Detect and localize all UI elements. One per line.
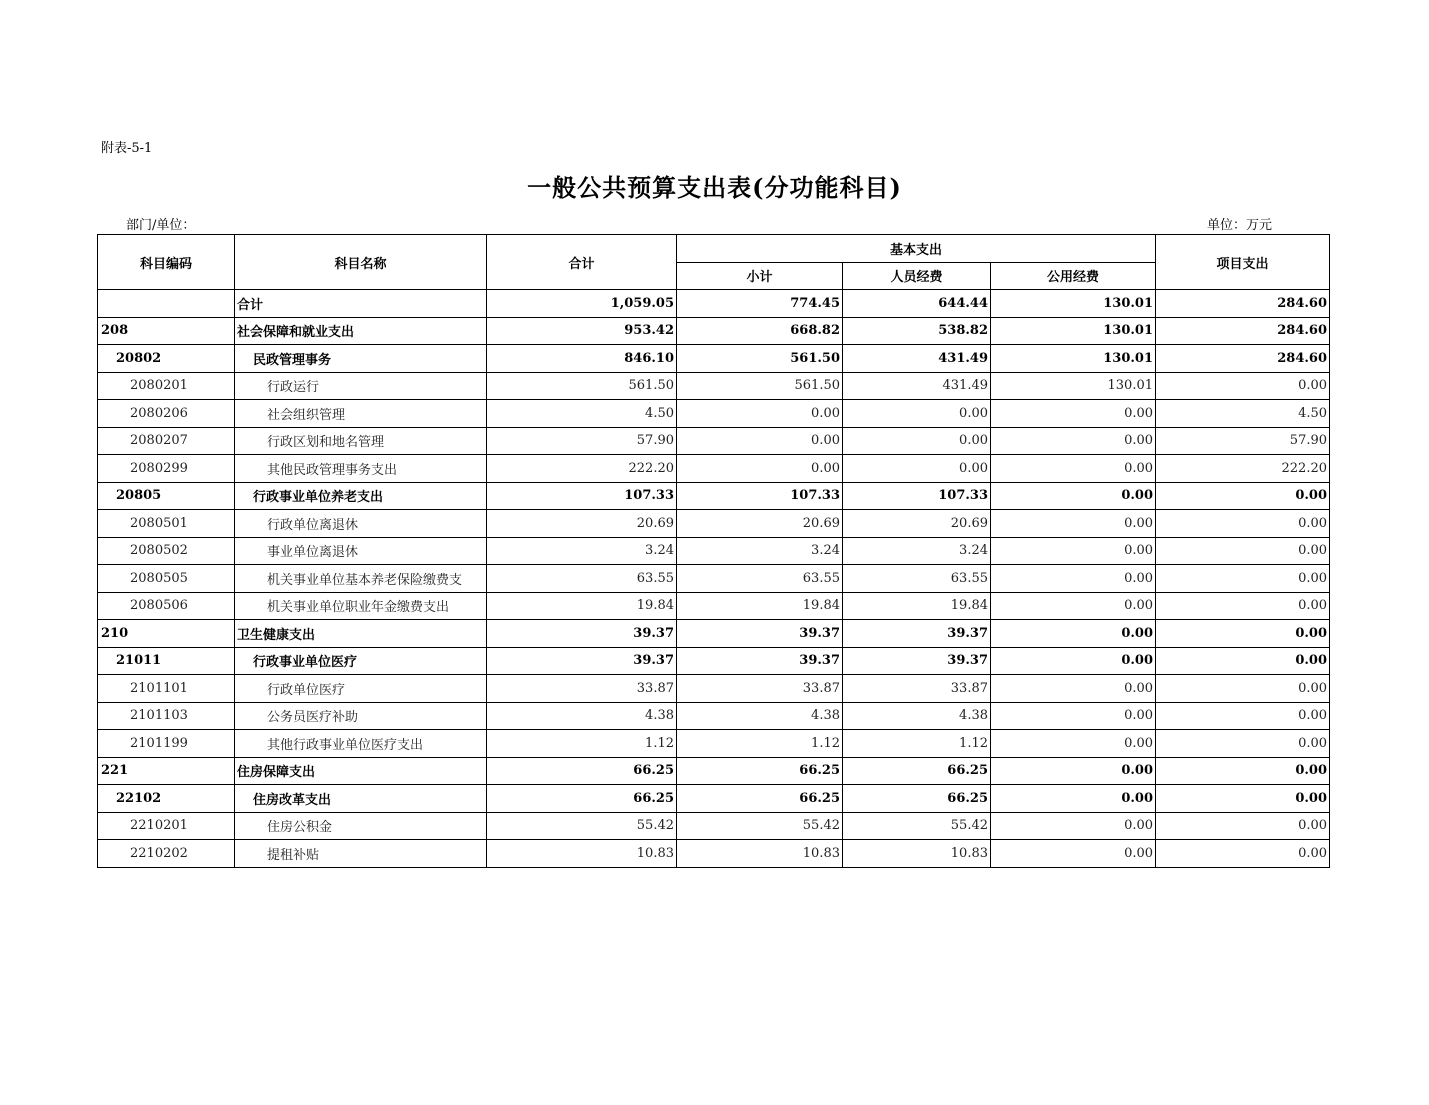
name-cell: 行政运行 [235,372,487,400]
total-cell: 1,059.05 [487,290,677,318]
code-cell: 208 [98,317,235,345]
public-cell: 0.00 [991,620,1156,648]
subtotal-cell: 668.82 [677,317,843,345]
attachment-note: 附表-5-1 [101,141,153,156]
personnel-cell: 3.24 [843,537,991,565]
personnel-cell: 19.84 [843,592,991,620]
public-cell: 0.00 [991,427,1156,455]
code-cell: 2101199 [98,730,235,758]
code-cell [98,290,235,318]
project-cell: 0.00 [1156,372,1330,400]
code-cell: 22102 [98,785,235,813]
name-cell: 行政事业单位养老支出 [235,482,487,510]
public-cell: 0.00 [991,785,1156,813]
name-cell: 住房公积金 [235,812,487,840]
total-cell: 20.69 [487,510,677,538]
total-cell: 55.42 [487,812,677,840]
subtotal-cell: 20.69 [677,510,843,538]
project-cell: 0.00 [1156,537,1330,565]
code-cell: 2210201 [98,812,235,840]
name-cell: 卫生健康支出 [235,620,487,648]
name-cell: 社会保障和就业支出 [235,317,487,345]
total-cell: 3.24 [487,537,677,565]
public-cell: 0.00 [991,592,1156,620]
code-cell: 2210202 [98,840,235,868]
public-cell: 0.00 [991,455,1156,483]
project-cell: 0.00 [1156,785,1330,813]
personnel-cell: 10.83 [843,840,991,868]
name-cell: 行政单位医疗 [235,675,487,703]
subtotal-cell: 39.37 [677,620,843,648]
personnel-cell: 0.00 [843,455,991,483]
total-cell: 57.90 [487,427,677,455]
name-cell: 事业单位离退休 [235,537,487,565]
table-row [98,400,1330,428]
personnel-cell: 431.49 [843,372,991,400]
project-cell: 0.00 [1156,840,1330,868]
project-cell: 0.00 [1156,592,1330,620]
subtotal-cell: 33.87 [677,675,843,703]
name-cell: 行政区划和地名管理 [235,427,487,455]
name-cell: 提租补贴 [235,840,487,868]
public-cell: 130.01 [991,372,1156,400]
header-total: 合计 [487,235,677,290]
code-cell: 2080299 [98,455,235,483]
code-cell: 2080502 [98,537,235,565]
project-cell: 0.00 [1156,620,1330,648]
table-row [98,647,1330,675]
public-cell: 0.00 [991,565,1156,593]
code-cell: 221 [98,757,235,785]
total-cell: 63.55 [487,565,677,593]
name-cell: 机关事业单位职业年金缴费支出 [235,592,487,620]
subtotal-cell: 774.45 [677,290,843,318]
total-cell: 39.37 [487,647,677,675]
code-cell: 20802 [98,345,235,373]
project-cell: 222.20 [1156,455,1330,483]
subtotal-cell: 63.55 [677,565,843,593]
table-row [98,537,1330,565]
public-cell: 130.01 [991,290,1156,318]
table-row [98,427,1330,455]
personnel-cell: 39.37 [843,647,991,675]
personnel-cell: 0.00 [843,427,991,455]
project-cell: 284.60 [1156,317,1330,345]
project-cell: 0.00 [1156,647,1330,675]
total-cell: 66.25 [487,757,677,785]
table-row [98,290,1330,318]
total-cell: 10.83 [487,840,677,868]
page-title: 一般公共预算支出表(分功能科目) [527,173,902,202]
code-cell: 21011 [98,647,235,675]
personnel-cell: 66.25 [843,785,991,813]
name-cell: 住房保障支出 [235,757,487,785]
code-cell: 2080505 [98,565,235,593]
table-body [98,290,1330,868]
subtotal-cell: 1.12 [677,730,843,758]
project-cell: 0.00 [1156,702,1330,730]
table-row [98,345,1330,373]
public-cell: 0.00 [991,537,1156,565]
total-cell: 66.25 [487,785,677,813]
table-row [98,455,1330,483]
personnel-cell: 644.44 [843,290,991,318]
subtotal-cell: 3.24 [677,537,843,565]
personnel-cell: 63.55 [843,565,991,593]
table-row [98,757,1330,785]
total-cell: 19.84 [487,592,677,620]
total-cell: 39.37 [487,620,677,648]
subtotal-cell: 39.37 [677,647,843,675]
project-cell: 0.00 [1156,757,1330,785]
public-cell: 0.00 [991,757,1156,785]
project-cell: 284.60 [1156,290,1330,318]
table-row [98,592,1330,620]
total-cell: 953.42 [487,317,677,345]
name-cell: 住房改革支出 [235,785,487,813]
project-cell: 57.90 [1156,427,1330,455]
subtotal-cell: 66.25 [677,785,843,813]
name-cell: 民政管理事务 [235,345,487,373]
code-cell: 2101101 [98,675,235,703]
department-label: 部门/单位： [126,218,196,233]
personnel-cell: 66.25 [843,757,991,785]
table-row [98,702,1330,730]
personnel-cell: 39.37 [843,620,991,648]
total-cell: 33.87 [487,675,677,703]
total-cell: 1.12 [487,730,677,758]
public-cell: 130.01 [991,317,1156,345]
subtotal-cell: 0.00 [677,427,843,455]
total-cell: 222.20 [487,455,677,483]
subtotal-cell: 10.83 [677,840,843,868]
code-cell: 20805 [98,482,235,510]
project-cell: 0.00 [1156,510,1330,538]
subtotal-cell: 107.33 [677,482,843,510]
personnel-cell: 4.38 [843,702,991,730]
table-row [98,620,1330,648]
name-cell: 行政单位离退休 [235,510,487,538]
project-cell: 0.00 [1156,730,1330,758]
subtotal-cell: 4.38 [677,702,843,730]
personnel-cell: 0.00 [843,400,991,428]
public-cell: 0.00 [991,812,1156,840]
table-row [98,785,1330,813]
table-row [98,565,1330,593]
personnel-cell: 107.33 [843,482,991,510]
name-cell: 机关事业单位基本养老保险缴费支 [235,565,487,593]
personnel-cell: 431.49 [843,345,991,373]
unit-label: 单位：万元 [1207,218,1273,233]
table-row [98,372,1330,400]
header-code: 科目编码 [98,235,235,290]
table-row [98,840,1330,868]
project-cell: 0.00 [1156,565,1330,593]
personnel-cell: 55.42 [843,812,991,840]
table-row [98,510,1330,538]
total-cell: 107.33 [487,482,677,510]
subtotal-cell: 0.00 [677,455,843,483]
code-cell: 2080206 [98,400,235,428]
subtotal-cell: 55.42 [677,812,843,840]
table-row [98,730,1330,758]
personnel-cell: 538.82 [843,317,991,345]
name-cell: 行政事业单位医疗 [235,647,487,675]
project-cell: 0.00 [1156,675,1330,703]
subtotal-cell: 19.84 [677,592,843,620]
personnel-cell: 20.69 [843,510,991,538]
code-cell: 2080501 [98,510,235,538]
header-name: 科目名称 [235,235,487,290]
subtotal-cell: 66.25 [677,757,843,785]
code-cell: 2101103 [98,702,235,730]
name-cell: 社会组织管理 [235,400,487,428]
public-cell: 0.00 [991,400,1156,428]
project-cell: 0.00 [1156,812,1330,840]
public-cell: 130.01 [991,345,1156,373]
header-subtotal: 小计 [677,262,843,290]
public-cell: 0.00 [991,675,1156,703]
header-public: 公用经费 [991,262,1156,290]
total-cell: 4.50 [487,400,677,428]
project-cell: 284.60 [1156,345,1330,373]
header-project: 项目支出 [1156,235,1330,290]
header-basic: 基本支出 [677,235,1156,263]
project-cell: 4.50 [1156,400,1330,428]
name-cell: 其他民政管理事务支出 [235,455,487,483]
table-row [98,482,1330,510]
public-cell: 0.00 [991,840,1156,868]
public-cell: 0.00 [991,510,1156,538]
total-cell: 846.10 [487,345,677,373]
code-cell: 2080207 [98,427,235,455]
public-cell: 0.00 [991,702,1156,730]
table-row [98,812,1330,840]
code-cell: 2080506 [98,592,235,620]
subtotal-cell: 0.00 [677,400,843,428]
name-cell: 合计 [235,290,487,318]
code-cell: 2080201 [98,372,235,400]
total-cell: 561.50 [487,372,677,400]
total-cell: 4.38 [487,702,677,730]
header-personnel: 人员经费 [843,262,991,290]
project-cell: 0.00 [1156,482,1330,510]
table-row [98,317,1330,345]
personnel-cell: 1.12 [843,730,991,758]
code-cell: 210 [98,620,235,648]
budget-table [97,234,1330,868]
public-cell: 0.00 [991,647,1156,675]
personnel-cell: 33.87 [843,675,991,703]
name-cell: 公务员医疗补助 [235,702,487,730]
public-cell: 0.00 [991,730,1156,758]
name-cell: 其他行政事业单位医疗支出 [235,730,487,758]
table-row [98,675,1330,703]
subtotal-cell: 561.50 [677,372,843,400]
public-cell: 0.00 [991,482,1156,510]
subtotal-cell: 561.50 [677,345,843,373]
